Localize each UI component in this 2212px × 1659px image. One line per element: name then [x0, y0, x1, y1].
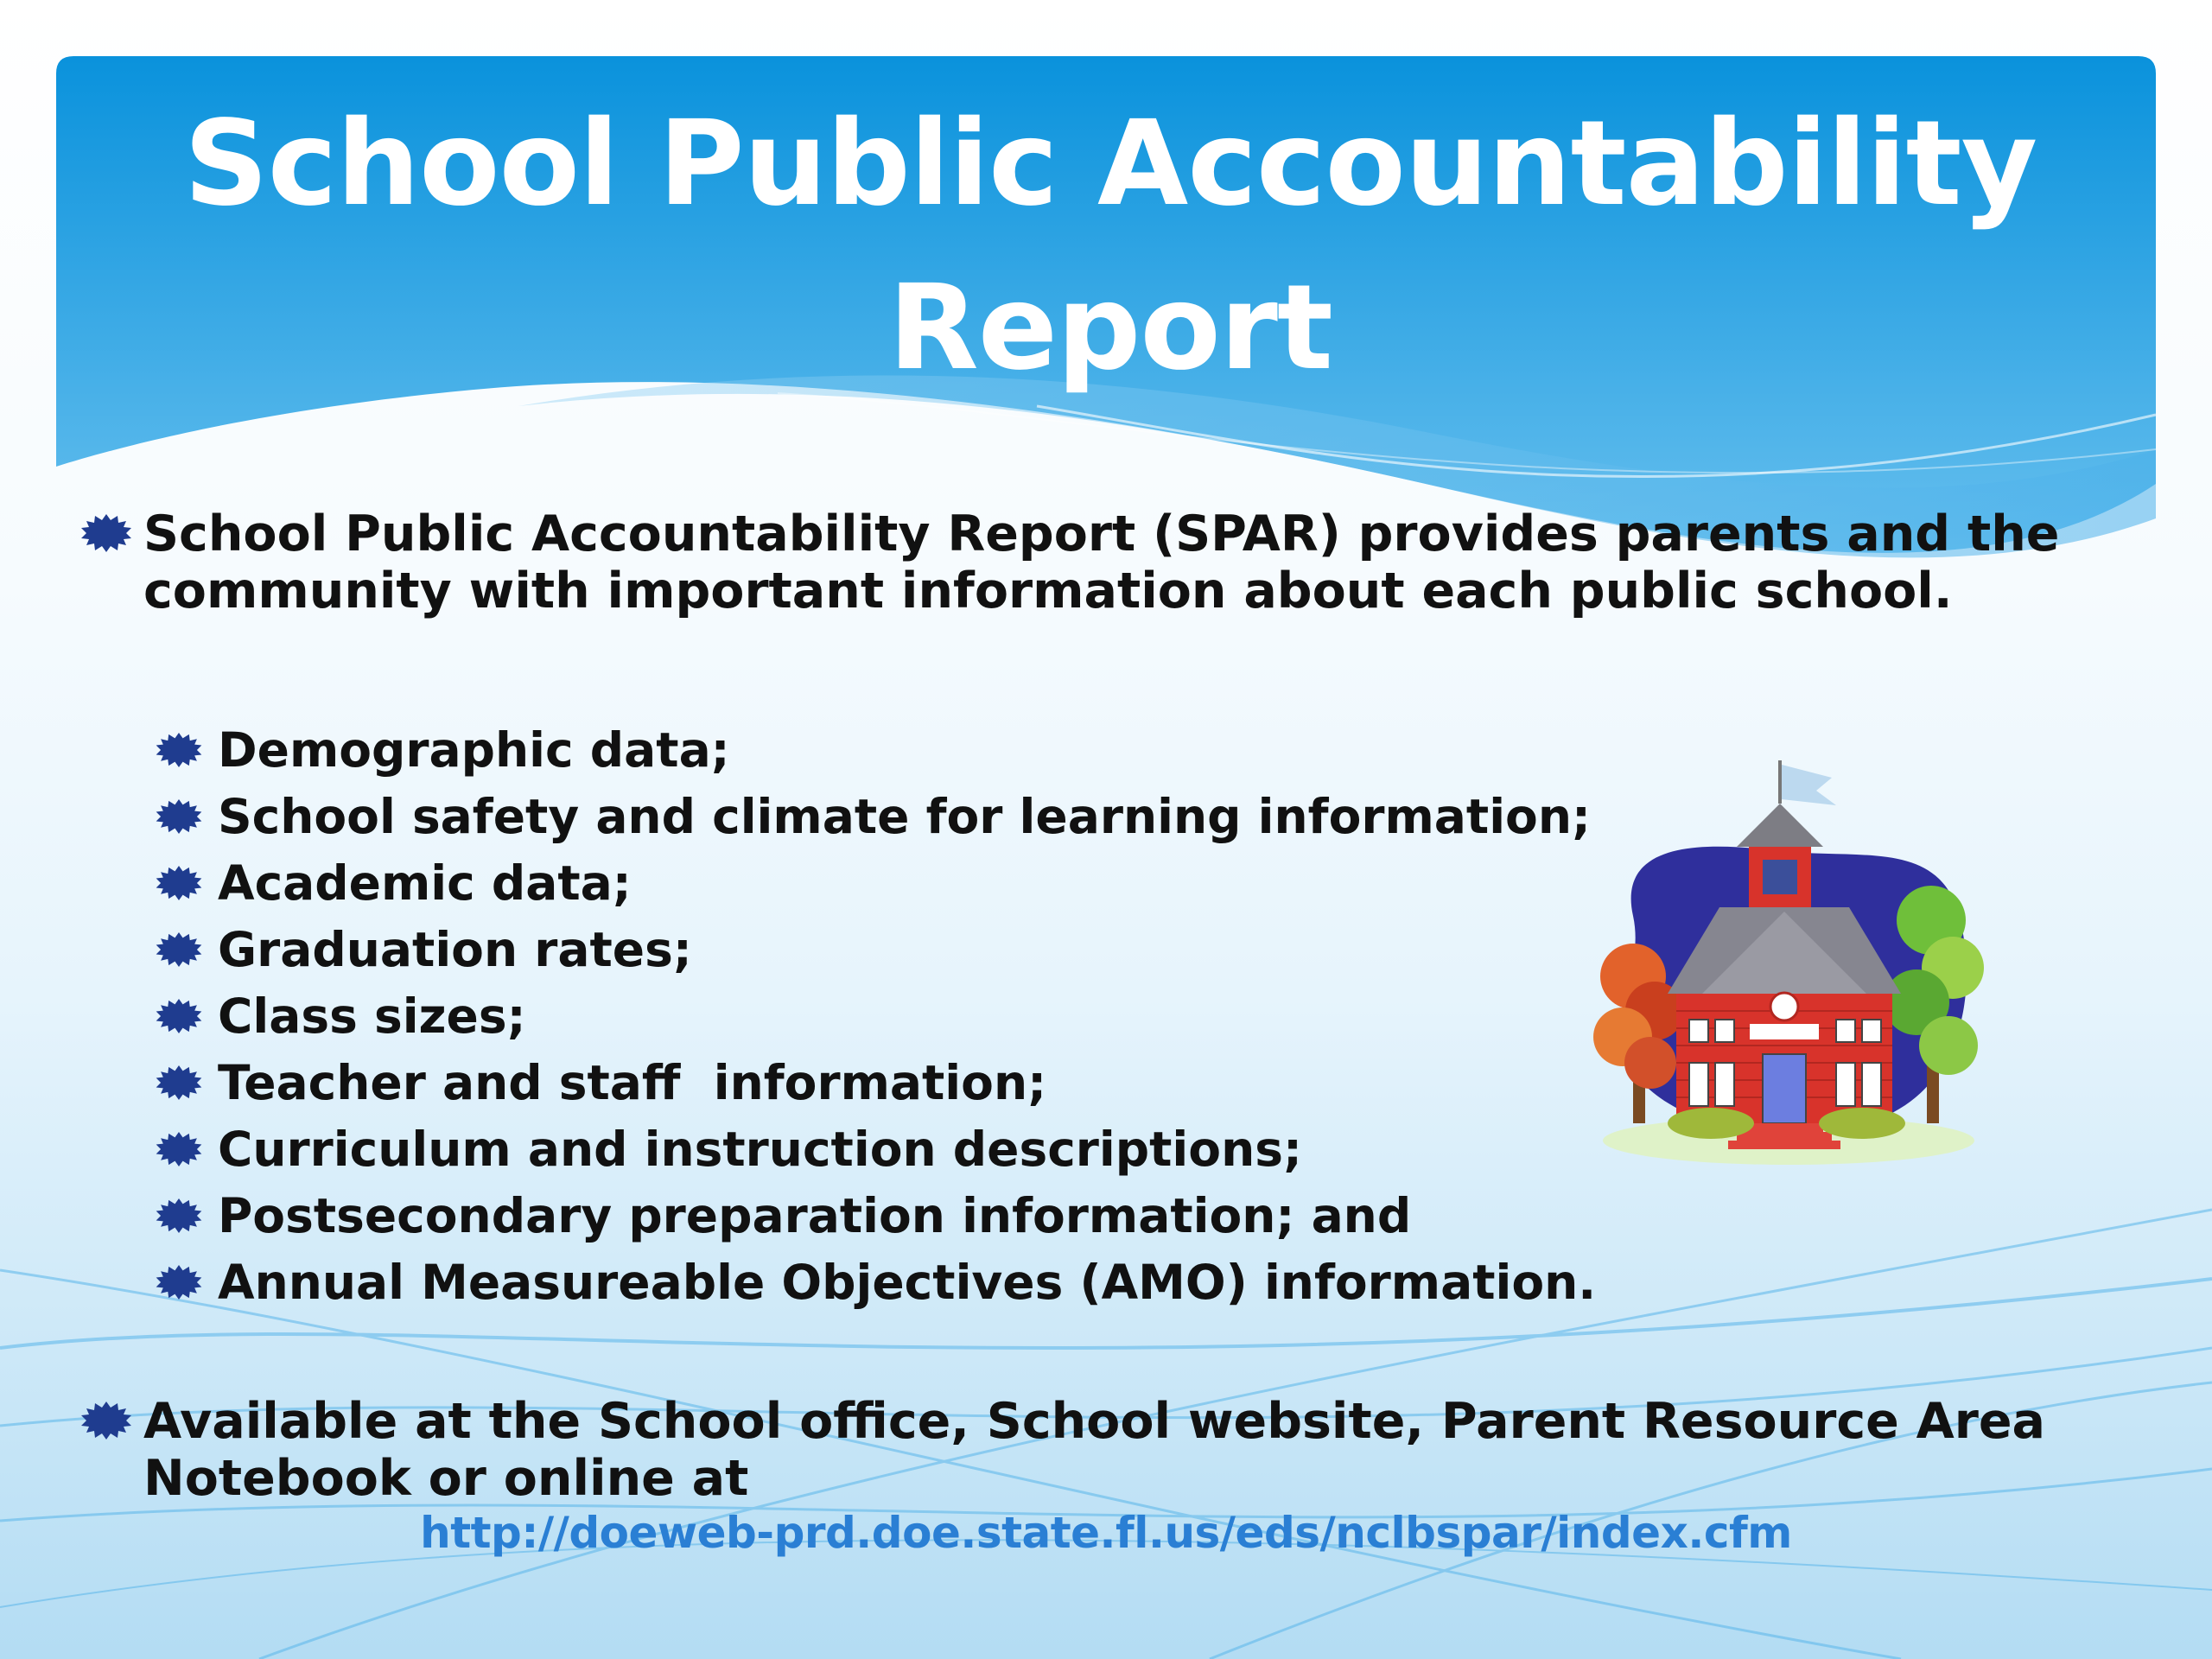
list-item-text: Graduation rates; [218, 922, 692, 977]
list-item [154, 983, 1580, 1050]
star-burst-icon [154, 1198, 204, 1233]
title-line-2: Report [888, 260, 1332, 397]
star-burst-icon [154, 932, 204, 967]
intro-text: School Public Accountability Report (SPAR) provides parents and the community with important information about each public school. [143, 505, 2060, 620]
star-burst-icon [154, 1065, 204, 1100]
star-burst-icon [154, 733, 204, 767]
star-burst-icon [154, 999, 204, 1033]
list-item [154, 917, 1580, 983]
list-item-text: Demographic data; [218, 722, 730, 778]
list-item [154, 850, 1580, 917]
list-item [154, 1050, 1580, 1116]
list-item [154, 1249, 1597, 1316]
list-item [154, 717, 1580, 784]
list-item-text: Curriculum and instruction descriptions; [218, 1122, 1302, 1177]
list-item [154, 1183, 1580, 1249]
intro-bullet [79, 505, 2136, 620]
list-item-text: Class sizes; [218, 988, 526, 1044]
schoolhouse-icon [1581, 760, 1996, 1192]
spar-link[interactable]: http://doeweb-prd.doe.state.fl.us/eds/nclbspar/index.cfm [420, 1508, 1792, 1558]
star-burst-icon [79, 1402, 133, 1440]
availability-text: Available at the School office, School website, Parent Resource Area Notebook or online at [143, 1393, 2045, 1507]
list-item-text: Academic data; [218, 855, 632, 911]
list-item-text: School safety and climate for learning information; [218, 789, 1591, 844]
star-burst-icon [154, 866, 204, 900]
availability-bullet [79, 1393, 2136, 1507]
title-line-1: School Public Accountability [183, 96, 2037, 232]
list-item-text: Annual Measureable Objectives (AMO) information. [218, 1255, 1597, 1310]
list-item-text: Teacher and staff information; [218, 1055, 1047, 1110]
list-item [154, 784, 1591, 850]
star-burst-icon [154, 1132, 204, 1166]
star-burst-icon [154, 799, 204, 834]
star-burst-icon [79, 514, 133, 552]
list-item [154, 1116, 1580, 1183]
list-item-text: Postsecondary preparation information; and [218, 1188, 1412, 1243]
star-burst-icon [154, 1265, 204, 1300]
